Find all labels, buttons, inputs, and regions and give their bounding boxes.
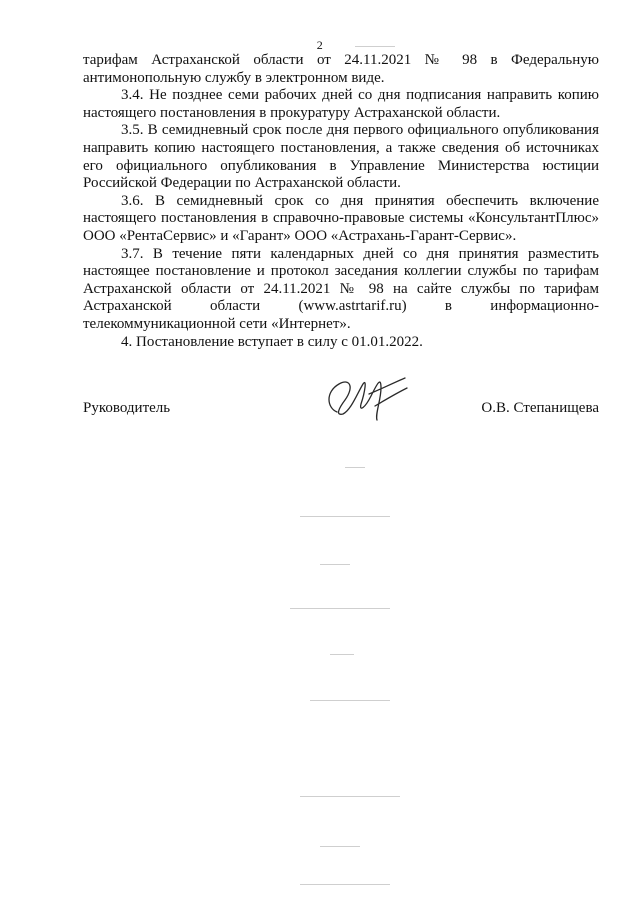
page-number: 2 [316, 38, 324, 52]
paragraph-continuation [83, 52, 599, 87]
handwritten-signature [315, 370, 415, 430]
text-line: настоящего постановления в прокуратуру Астраханской области. [83, 104, 501, 121]
text-line: Российской Федерации по Астраханской области. [83, 175, 401, 192]
text-line: 3.6. В семидневный срок со дня принятия обеспечить включение [121, 192, 599, 209]
paragraph-3-6-cont [83, 210, 599, 245]
paragraph-3-7-cont [83, 263, 599, 333]
scan-artifact [330, 654, 354, 655]
text-line: антимонопольную службу в электронном виде. [83, 69, 385, 86]
text-line: настоящего постановления в справочно-правовые системы «КонсультантПлюс» [83, 210, 599, 227]
paragraph-4 [83, 334, 599, 352]
signatory-title: Руководитель [83, 400, 171, 416]
scan-artifact [300, 516, 390, 517]
text-line: 3.7. В течение пяти календарных дней со дня принятия разместить [121, 245, 599, 262]
text-line: Астраханской области от 24.11.2021 № 98 на сайте службы по тарифам [83, 280, 599, 297]
scan-artifact [355, 46, 395, 47]
text-line: настоящее постановление и протокол заседания коллегии службы по тарифам [83, 263, 599, 280]
scan-artifact [310, 700, 390, 701]
paragraph-3-6 [83, 193, 599, 211]
scan-artifact [300, 884, 390, 885]
text-line: направить копию настоящего постановления, а также сведения об источниках [83, 139, 599, 156]
scan-artifact [290, 608, 390, 609]
paragraph-3-4-cont [83, 105, 599, 123]
paragraph-3-7 [83, 246, 599, 264]
text-line: телекоммуникационной сети «Интернет». [83, 315, 351, 332]
scan-artifact [300, 796, 400, 797]
scan-artifact [320, 564, 350, 565]
text-line: 4. Постановление вступает в силу с 01.01.2022. [121, 333, 423, 350]
text-line: 3.4. Не позднее семи рабочих дней со дня подписания направить копию [121, 87, 599, 104]
document-body [83, 52, 599, 351]
text-line: ООО «РентаСервис» и «Гарант» ООО «Астрахань-Гарант-Сервис». [83, 227, 517, 244]
paragraph-3-5 [83, 122, 599, 140]
paragraph-3-5-cont [83, 140, 599, 193]
text-line: его официального опубликования в Управление Министерства юстиции [83, 157, 599, 174]
text-line: 3.5. В семидневный срок после дня первого официального опубликования [121, 122, 599, 139]
scan-artifact [320, 846, 360, 847]
text-line: тарифам Астраханской области от 24.11.2021 № 98 в Федеральную [83, 52, 599, 68]
scan-artifact [345, 467, 365, 468]
signatory-name: О.В. Степанищева [481, 400, 599, 416]
text-line: Астраханской области (www.astrtarif.ru) в информационно- [83, 298, 599, 315]
paragraph-3-4 [83, 87, 599, 105]
